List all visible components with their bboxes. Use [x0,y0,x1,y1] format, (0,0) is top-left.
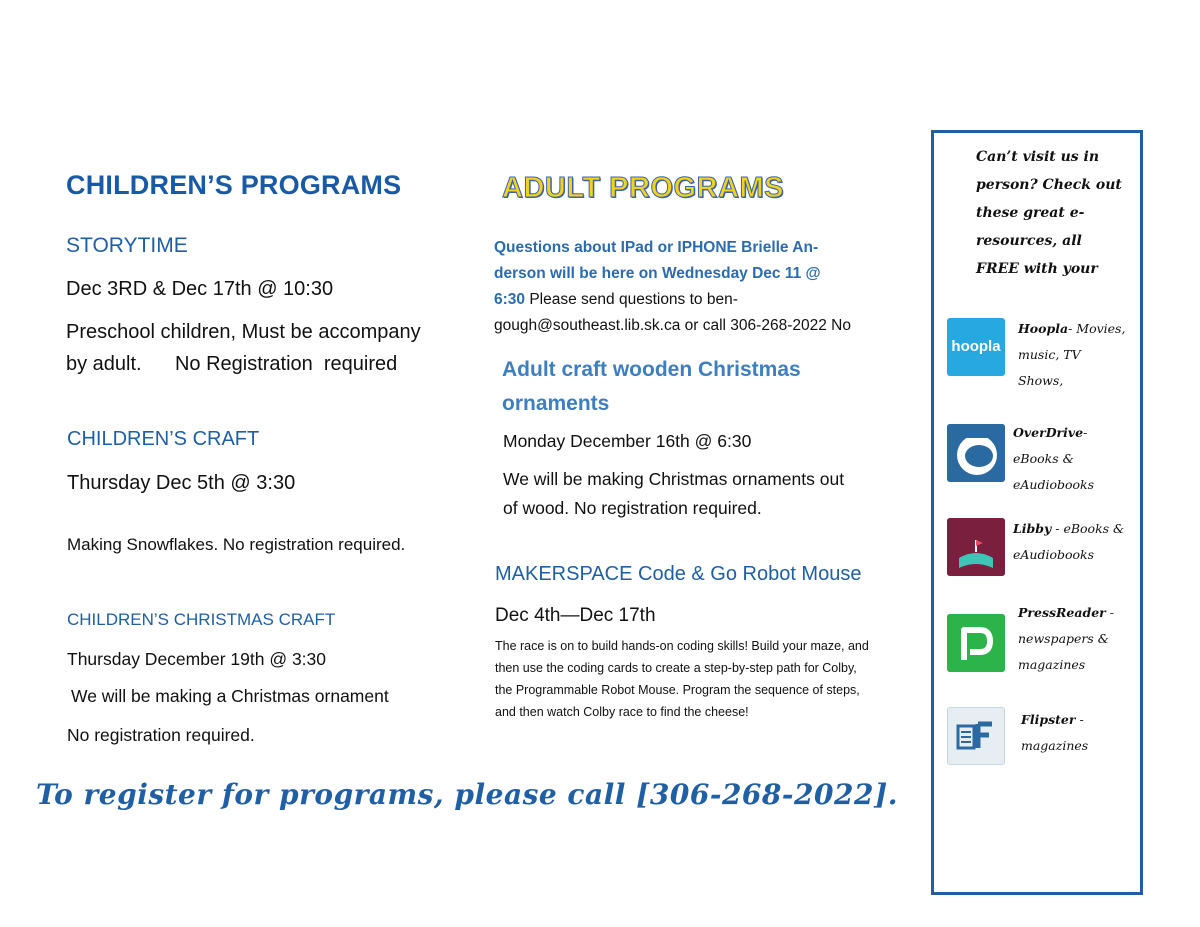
hoopla-desc3: Shows, [1018,373,1064,388]
makerspace-desc-line3: the Programmable Robot Mouse. Program the sequence of steps, [495,683,860,697]
overdrive-desc2: eBooks & [1013,451,1074,466]
intro-line1: Can’t visit us in [976,149,1100,165]
overdrive-name[interactable]: OverDrive [1013,425,1084,440]
pressreader-desc2: newspapers & [1018,631,1109,646]
hoopla-description [1018,316,1138,394]
overdrive-logo-icon[interactable] [947,424,1005,482]
adult-craft-date: Monday December 16th @ 6:30 [503,431,752,451]
makerspace-title: MAKERSPACE Code & Go Robot Mouse [495,563,862,585]
adult-programs-title: ADULT PROGRAMS [502,172,784,204]
adult-craft-title-line2: ornaments [502,392,610,415]
hoopla-desc2: music, TV [1018,347,1081,362]
adult-craft-desc1: We will be making Christmas ornaments out [503,469,845,489]
libby-desc2: eAudiobooks [1013,547,1095,562]
storytime-desc-line1: Preschool children, Must be accompany [66,321,421,343]
libby-name[interactable]: Libby [1013,521,1052,536]
hoopla-logo-text: hoopla [951,338,1001,355]
ipad-line2: derson will be here on Wednesday Dec 11 @ [494,265,821,282]
pressreader-desc1: - [1105,605,1114,620]
ipad-line3-text: Please send questions to ben- [525,291,738,308]
intro-line2: person? Check out [976,177,1122,193]
hoopla-name[interactable]: Hoopla [1018,321,1069,336]
flipster-name[interactable]: Flipster [1021,712,1076,727]
storytime-heading: STORYTIME [66,234,188,257]
childrens-craft-heading: CHILDREN’S CRAFT [67,428,260,450]
e-resources-intro [976,143,1126,283]
flipster-desc1: - [1075,712,1084,727]
libby-logo-icon[interactable] [947,518,1005,576]
libby-description [1013,516,1138,568]
overdrive-desc1: - [1083,425,1088,440]
makerspace-desc-line1: The race is on to build hands-on coding skills! Build your maze, and [495,639,869,653]
ipad-line4: gough@southeast.lib.sk.ca or call 306-268-2022 No [494,317,851,334]
makerspace-desc-line4: and then watch Colby race to find the cheese! [495,705,749,719]
christmas-craft-heading: CHILDREN’S CHRISTMAS CRAFT [67,610,336,629]
intro-line4: resources, all [976,233,1082,249]
overdrive-description [1013,420,1133,498]
makerspace-desc [495,635,915,723]
christmas-craft-desc2: No registration required. [67,725,255,745]
christmas-craft-desc1: We will be making a Christmas ornament [71,686,389,706]
libby-desc1: - eBooks & [1051,521,1125,536]
adult-craft-title-line1: Adult craft wooden Christmas [502,358,801,381]
intro-line3: these great e- [976,205,1085,221]
christmas-craft-date: Thursday December 19th @ 3:30 [67,649,327,669]
storytime-desc-line2: by adult. No Registration required [66,353,398,375]
pressreader-logo-icon[interactable] [947,614,1005,672]
flipster-desc2: magazines [1021,738,1089,753]
storytime-date: Dec 3RD & Dec 17th @ 10:30 [66,278,334,300]
flipster-logo-icon[interactable] [947,707,1005,765]
adult-craft-desc2: of wood. No registration required. [503,498,762,518]
hoopla-desc1: - Movies, [1068,321,1126,336]
pressreader-desc3: magazines [1018,657,1086,672]
overdrive-desc3: eAudiobooks [1013,477,1095,492]
pressreader-name[interactable]: PressReader [1018,605,1106,620]
makerspace-desc-line2: then use the coding cards to create a step-by-step path for Colby, [495,661,857,675]
makerspace-date: Dec 4th—Dec 17th [495,605,656,626]
intro-line5: FREE with your [976,261,1098,277]
pressreader-description [1018,600,1138,678]
childrens-craft-desc: Making Snowflakes. No registration required. [67,535,406,554]
childrens-craft-date: Thursday Dec 5th @ 3:30 [67,472,296,494]
hoopla-logo-icon[interactable] [947,318,1005,376]
adult-craft-title [502,353,902,421]
ipad-line3-time: 6:30 [494,291,526,308]
ipad-line1: Questions about IPad or IPHONE Brielle An- [494,239,819,256]
flipster-description [1021,707,1141,759]
childrens-programs-title: CHILDREN’S PROGRAMS [66,170,402,200]
ipad-questions-block [494,235,909,339]
register-phone-note: To register for programs, please call [306-268-2022]. [36,778,898,811]
